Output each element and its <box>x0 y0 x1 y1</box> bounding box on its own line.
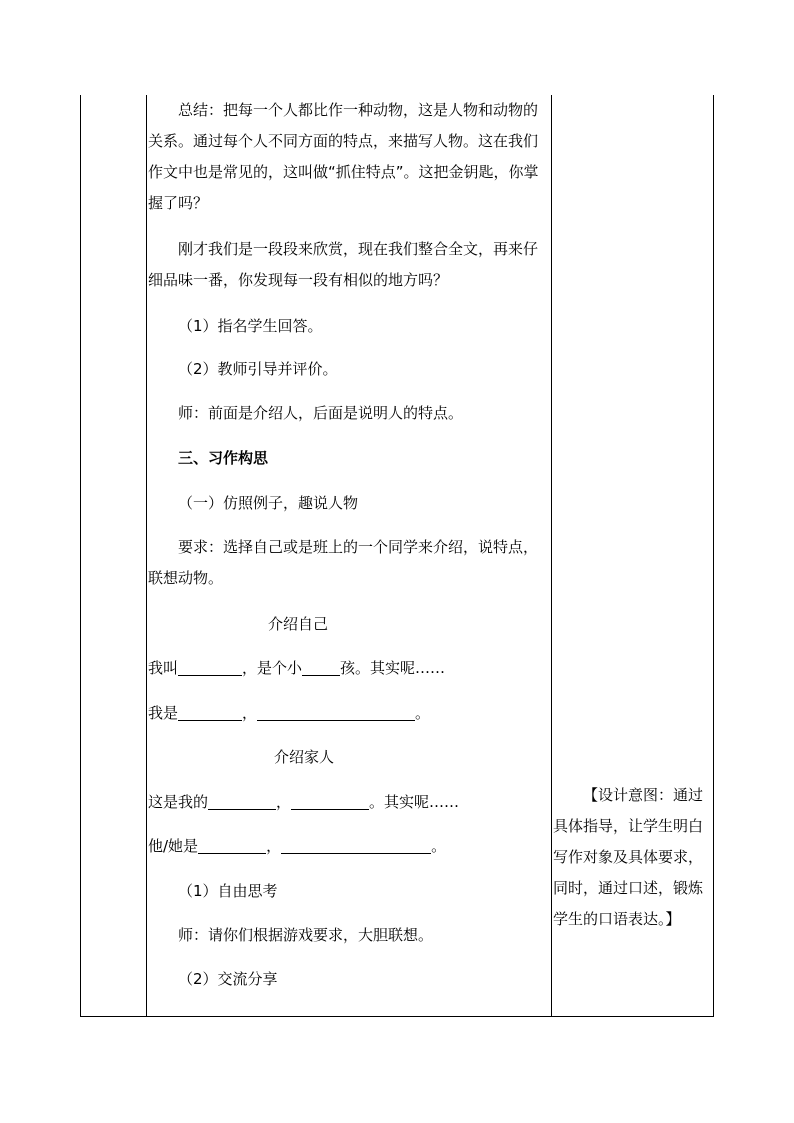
self-line-2-suffix: 。 <box>415 704 431 722</box>
self-line-2-prefix: 我是 <box>148 704 179 722</box>
requirement-paragraph: 要求：选择自己或是班上的一个同学来介绍，说特点，联想动物。 <box>148 538 539 587</box>
family-line-1-suffix: 。其实呢…… <box>369 793 460 811</box>
family-line-1 <box>148 787 552 818</box>
family-line-2 <box>148 831 552 862</box>
design-intent-note: 【设计意图：通过具体指导，让学生明白写作对象及具体要求，同时，通过口述，锻炼学生的口语表达。】 <box>553 786 704 928</box>
fill-blank[interactable] <box>291 792 369 810</box>
self-line-1-suffix: 孩。其实呢…… <box>340 659 446 677</box>
table-border-col1 <box>146 95 147 1017</box>
step-evaluate: （2）教师引导并评价。 <box>178 360 338 378</box>
fill-blank[interactable] <box>208 792 276 810</box>
table-border-bottom <box>80 1016 714 1017</box>
family-line-2-suffix: 。 <box>431 837 447 855</box>
self-line-1-prefix: 我叫 <box>148 659 179 677</box>
section-title: 三、习作构思 <box>178 449 269 467</box>
family-line-1-prefix: 这是我的 <box>148 793 209 811</box>
table-border-right <box>713 95 714 1017</box>
family-line-1-mid: ， <box>276 793 292 811</box>
free-think: （1）自由思考 <box>178 882 278 900</box>
self-line-1-mid: ，是个小 <box>242 659 303 677</box>
family-line-2-prefix: 他/她是 <box>148 837 199 855</box>
fill-blank[interactable] <box>178 703 242 721</box>
self-line-2 <box>148 698 552 729</box>
table-border-left <box>80 95 81 1017</box>
self-line-1 <box>148 653 552 684</box>
fill-blank[interactable] <box>281 836 431 854</box>
subsection-title: （一）仿照例子，趣说人物 <box>178 494 359 512</box>
fill-blank[interactable] <box>302 658 340 676</box>
self-line-2-mid: ， <box>242 704 258 722</box>
share-step: （2）交流分享 <box>178 970 278 988</box>
teacher-prompt: 师：请你们根据游戏要求，大胆联想。 <box>178 926 434 944</box>
summary-paragraph: 总结：把每一个人都比作一种动物，这是人物和动物的关系。通过每个人不同方面的特点，来描写人物。这在我们作文中也是常见的，这叫做“抓住特点”。这把金钥匙，你掌握了吗？ <box>148 101 539 212</box>
fill-blank[interactable] <box>198 836 266 854</box>
intro-family-title: 介绍家人 <box>274 748 335 766</box>
step-answer: （1）指名学生回答。 <box>178 317 323 335</box>
fill-blank[interactable] <box>257 703 415 721</box>
family-line-2-mid: ， <box>266 837 282 855</box>
integrate-paragraph: 刚才我们是一段段来欣赏，现在我们整合全文，再来仔细品味一番，你发现每一段有相似的地方吗？ <box>148 240 539 289</box>
teacher-note: 师：前面是介绍人，后面是说明人的特点。 <box>178 404 464 422</box>
fill-blank[interactable] <box>178 658 242 676</box>
teaching-content-cell <box>148 95 552 1015</box>
intro-self-title: 介绍自己 <box>268 615 329 633</box>
